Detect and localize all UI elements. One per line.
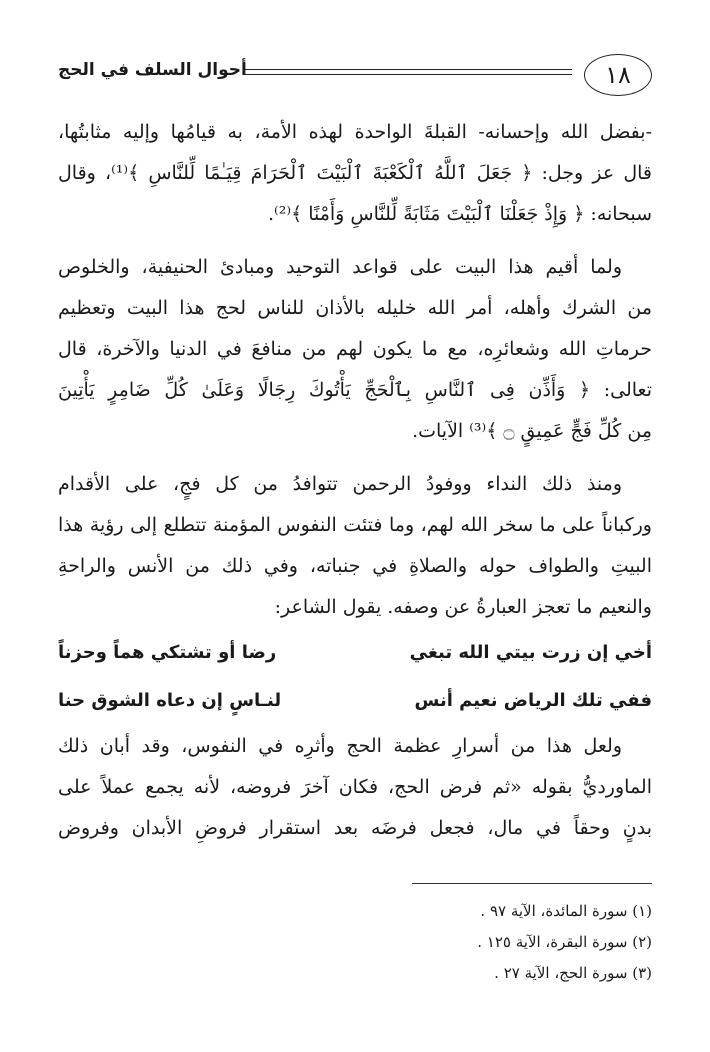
text-line: من الشرك وأهله، أمر الله خليله بالأذان للناس لحج هذا البيت وتعظيم: [58, 297, 652, 319]
text-line: ولما أقيم هذا البيت على قواعد التوحيد ومبادئ الحنيفية، والخلوص: [58, 256, 622, 278]
poem-hemistich: أخي إن زرت بيتي الله تبغي: [409, 642, 652, 663]
poem-hemistich: ففي تلك الرياض نعيم أنس: [414, 690, 652, 711]
text-line: مِن كُلِّ فَجٍّ عَمِيقٍ ۝ ﴾⁽³⁾ الآيات.: [412, 420, 652, 442]
poem-verse: [58, 630, 652, 676]
footnote-separator: [412, 883, 652, 884]
text-line: سبحانه: ﴿ وَإِذْ جَعَلْنَا ٱلْبَيْتَ مَثَابَةً لِّلنَّاسِ وَأَمْنًا ﴾⁽²⁾.: [268, 203, 652, 225]
text-line: ولعل هذا من أسرارِ عظمة الحج وأثرِه في النفوس، وقد أبان ذلك: [58, 735, 622, 757]
text-line: البيتِ والطواف حوله والصلاةِ في جنباته، وفي ذلك من الأنس والراحةِ: [58, 555, 652, 577]
header-rule: [244, 69, 572, 75]
text-line: حرماتِ الله وشعائرِه، مع ما يكون لهم من منافعَ في الدنيا والآخرة، قال: [58, 338, 652, 360]
page-header: [58, 54, 652, 98]
text-line: وركباناً على ما سخر الله لهم، وما فتئت النفوس المؤمنة تتطلع إلى رؤية هذا: [58, 514, 652, 536]
text-line: تعالى: ﴿ وَأَذِّن فِى ٱلنَّاسِ بِٱلْحَجِّ يَأْتُوكَ رِجَالًا وَعَلَىٰ كُلِّ ضَامِرٍ يَأْتِينَ: [58, 379, 652, 401]
main-text: [58, 112, 652, 849]
poem-verse: [58, 678, 652, 724]
text-line: الماورديُّ بقوله «ثم فرض الحج، فكان آخرَ فروضه، لأنه يجمع عملاً على: [58, 776, 652, 798]
poem-hemistich: رضا أو تشتكي هماً وحزناً: [58, 642, 277, 663]
running-title: أحوال السلف في الحج: [58, 60, 247, 80]
page-number: ١٨: [584, 54, 652, 96]
text-line: والنعيم ما تعجز العبارةُ عن وصفه. يقول الشاعر:: [274, 596, 652, 618]
text-line: بدنٍ وحقاً في مال، فجعل فرضَه بعد استقرار فروضِ الأبدان وفروض: [58, 817, 652, 839]
poem-hemistich: لنـاسٍ إن دعاه الشوق حنا: [58, 690, 282, 711]
text-line: ومنذ ذلك النداء ووفودُ الرحمن تتوافدُ من كل فجٍ، على الأقدام: [58, 473, 622, 495]
text-line: -بفضل الله وإحسانه- القبلةَ الواحدة لهذه الأمة، به قيامُها وإليه مثابتُها،: [58, 121, 652, 143]
footnote: (٢) سورة البقرة، الآية ١٢٥ .: [477, 933, 652, 951]
footnotes: [58, 896, 652, 989]
text-line: قال عز وجل: ﴿ جَعَلَ ٱللَّهُ ٱلْكَعْبَةَ ٱلْبَيْتَ ٱلْحَرَامَ قِيَـٰمًا لِّلنَّاسِ ﴾⁽¹⁾، وقال: [58, 162, 652, 184]
footnote: (١) سورة المائدة، الآية ٩٧ .: [480, 902, 652, 920]
footnote: (٣) سورة الحج، الآية ٢٧ .: [494, 964, 652, 982]
